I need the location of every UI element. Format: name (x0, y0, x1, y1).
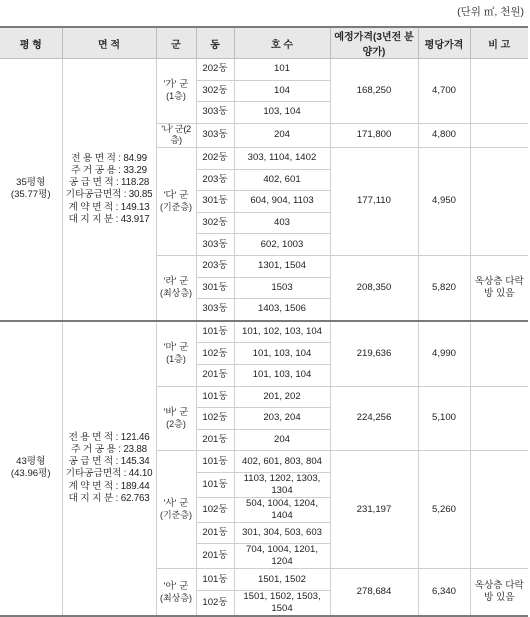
building-cell: 203동 (196, 255, 234, 277)
note-cell (470, 123, 528, 147)
area-line: 기타공급면적 : 30.85 (65, 189, 153, 201)
note-cell: 옥상층 다락방 있음 (470, 569, 528, 616)
unit-price-cell: 4,700 (418, 59, 470, 124)
header-unit-price: 평당가격 (418, 27, 470, 59)
building-cell: 201동 (196, 522, 234, 544)
group-name: '가' 군 (163, 79, 189, 91)
building-cell: 101동 (196, 321, 234, 343)
units-cell: 101, 102, 103, 104 (234, 321, 330, 343)
price-cell: 177,110 (330, 148, 418, 256)
price-cell: 168,250 (330, 59, 418, 124)
units-cell: 402, 601 (234, 169, 330, 191)
units-cell: 1501, 1502 (234, 569, 330, 591)
table-body (0, 59, 528, 616)
group-floor: (1층) (166, 354, 186, 364)
note-cell (470, 321, 528, 386)
building-cell: 303동 (196, 102, 234, 124)
header-units: 호 수 (234, 27, 330, 59)
group-floor: (기준층) (159, 201, 193, 212)
price-table (0, 26, 528, 617)
table-row (0, 321, 528, 343)
building-cell: 303동 (196, 234, 234, 256)
building-cell: 102동 (196, 591, 234, 616)
group-name: '라' 군 (163, 276, 189, 288)
units-cell: 103, 104 (234, 102, 330, 124)
unit-price-cell: 4,800 (418, 123, 470, 147)
building-cell: 301동 (196, 277, 234, 299)
group-floor: (최상층) (159, 288, 193, 299)
unit-price-cell: 6,340 (418, 569, 470, 616)
area-line: 기타공급면적 : 44.10 (65, 468, 153, 480)
building-cell: 303동 (196, 299, 234, 321)
header-area: 면 적 (62, 27, 156, 59)
group-name: '사' 군 (163, 498, 189, 510)
building-cell: 101동 (196, 386, 234, 408)
type-name: 43평형 (16, 456, 46, 468)
units-cell: 704, 1004, 1201, 1204 (234, 544, 330, 569)
price-cell: 231,197 (330, 451, 418, 569)
group-cell (156, 451, 196, 569)
units-cell: 101, 103, 104 (234, 364, 330, 386)
header-note: 비 고 (470, 27, 528, 59)
area-line: 대 지 지 분 : 62.763 (68, 492, 150, 504)
unit-price-cell: 5,260 (418, 451, 470, 569)
units-cell: 101, 103, 104 (234, 343, 330, 365)
building-cell: 201동 (196, 364, 234, 386)
building-cell: 203동 (196, 169, 234, 191)
building-cell: 303동 (196, 123, 234, 147)
unit-price-cell: 5,820 (418, 255, 470, 320)
group-cell (156, 321, 196, 386)
building-cell: 202동 (196, 59, 234, 81)
area-line: 공 급 면 적 : 118.28 (68, 177, 150, 189)
header-type: 평 형 (0, 27, 62, 59)
note-cell (470, 59, 528, 124)
type-cell (0, 321, 62, 616)
building-cell: 101동 (196, 472, 234, 497)
group-cell (156, 123, 196, 147)
units-cell: 402, 601, 803, 804 (234, 451, 330, 473)
unit-price-cell: 5,100 (418, 386, 470, 451)
note-cell: 옥상층 다락방 있음 (470, 255, 528, 320)
units-cell: 1503 (234, 277, 330, 299)
area-line: 주 거 공 용 : 23.88 (71, 443, 147, 455)
units-cell: 1403, 1506 (234, 299, 330, 321)
price-cell: 171,800 (330, 123, 418, 147)
units-cell: 403 (234, 212, 330, 234)
unit-price-cell: 4,990 (418, 321, 470, 386)
group-floor: (2층) (166, 418, 186, 429)
group-name: '바' 군 (163, 406, 189, 418)
type-size: (43.96평) (10, 468, 51, 480)
building-cell: 102동 (196, 343, 234, 365)
group-floor: (최상층) (159, 592, 193, 603)
note-cell (470, 386, 528, 451)
type-cell (0, 59, 62, 321)
area-line: 주 거 공 용 : 33.29 (71, 164, 147, 176)
group-name: '다' 군 (163, 189, 189, 201)
group-floor: (1층) (166, 91, 186, 102)
building-cell: 302동 (196, 80, 234, 102)
header-building: 동 (196, 27, 234, 59)
note-cell (470, 148, 528, 256)
units-cell: 101 (234, 59, 330, 81)
area-line: 공 급 면 적 : 145.34 (68, 456, 150, 468)
area-line: 전 용 면 적 : 84.99 (71, 152, 147, 164)
building-cell: 201동 (196, 544, 234, 569)
unit-note: (단위 ㎡, 천원) (457, 6, 524, 18)
units-cell: 303, 1104, 1402 (234, 148, 330, 170)
units-cell: 204 (234, 429, 330, 451)
units-cell: 1501, 1502, 1503, 1504 (234, 591, 330, 616)
building-cell: 302동 (196, 212, 234, 234)
group-name: '마' 군 (163, 342, 189, 354)
note-cell (470, 451, 528, 569)
units-cell: 301, 304, 503, 603 (234, 522, 330, 544)
units-cell: 204 (234, 123, 330, 147)
building-cell: 202동 (196, 148, 234, 170)
type-size: (35.77평) (10, 189, 51, 201)
building-cell: 201동 (196, 429, 234, 451)
units-cell: 104 (234, 80, 330, 102)
header-price: 예정가격(3년전 분양가) (330, 27, 418, 59)
unit-price-cell: 4,950 (418, 148, 470, 256)
area-line: 전 용 면 적 : 121.46 (68, 431, 150, 443)
area-cell (62, 321, 156, 616)
units-cell: 504, 1004, 1204, 1404 (234, 497, 330, 522)
group-cell (156, 569, 196, 616)
area-cell (62, 59, 156, 321)
group-name: '나' 군(2층) (161, 123, 191, 146)
price-cell: 278,684 (330, 569, 418, 616)
price-cell: 208,350 (330, 255, 418, 320)
group-cell (156, 255, 196, 320)
building-cell: 301동 (196, 191, 234, 213)
area-line: 대 지 지 분 : 43.917 (68, 213, 150, 225)
table-row (0, 59, 528, 81)
area-line: 계 약 면 적 : 189.44 (68, 480, 150, 492)
area-line: 계 약 면 적 : 149.13 (68, 201, 150, 213)
units-cell: 201, 202 (234, 386, 330, 408)
building-cell: 101동 (196, 569, 234, 591)
header-row (0, 27, 528, 59)
header-group: 군 (156, 27, 196, 59)
units-cell: 1301, 1504 (234, 255, 330, 277)
price-cell: 219,636 (330, 321, 418, 386)
units-cell: 203, 204 (234, 408, 330, 430)
group-cell (156, 386, 196, 451)
type-name: 35평형 (16, 177, 46, 189)
units-cell: 1103, 1202, 1303, 1304 (234, 472, 330, 497)
units-cell: 602, 1003 (234, 234, 330, 256)
building-cell: 102동 (196, 408, 234, 430)
group-cell (156, 59, 196, 124)
group-floor: (기준층) (159, 510, 193, 521)
building-cell: 101동 (196, 451, 234, 473)
group-cell (156, 148, 196, 256)
units-cell: 604, 904, 1103 (234, 191, 330, 213)
group-name: '아' 군 (163, 580, 189, 592)
building-cell: 102동 (196, 497, 234, 522)
price-cell: 224,256 (330, 386, 418, 451)
